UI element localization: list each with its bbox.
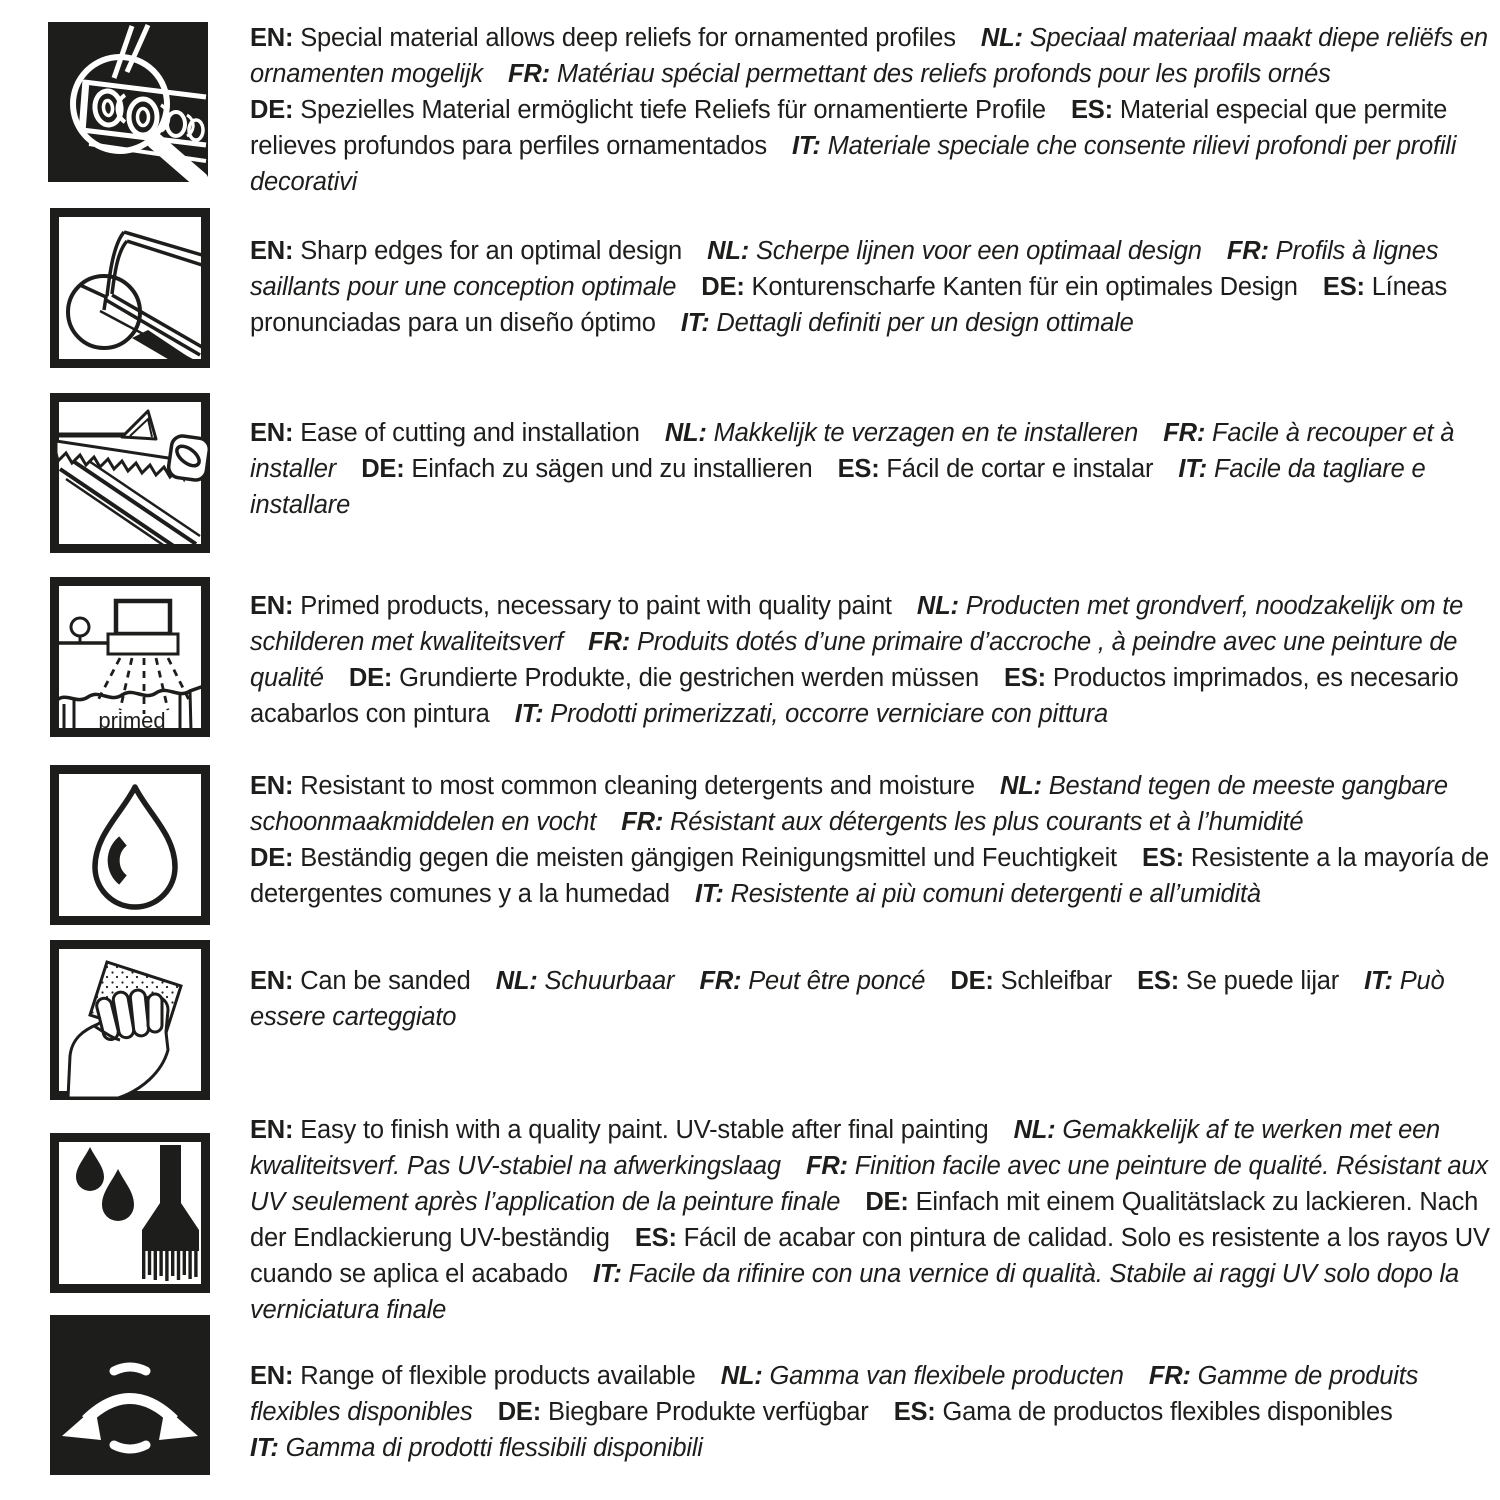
feature-text-8: [250, 1358, 1490, 1466]
lang-text: Può essere carteggiato: [250, 967, 1445, 1031]
lang-label: EN:: [250, 419, 294, 447]
paint-drops-brush-icon: [50, 1133, 210, 1293]
lang-label: NL:: [916, 592, 959, 620]
lang-label: IT:: [680, 309, 710, 337]
deep-relief-ornament-magnifier-icon: [48, 22, 208, 182]
feature-text-5: [250, 768, 1490, 912]
lang-label: DE:: [701, 273, 745, 301]
lang-text: Prodotti primerizzati, occorre verniciare con pittura: [550, 700, 1108, 728]
lang-label: FR:: [588, 628, 631, 656]
lang-text: Spezielles Material ermöglicht tiefe Reliefs für ornamentierte Profile: [300, 96, 1046, 124]
lang-label: DE:: [348, 664, 393, 692]
lang-text: Finition facile avec une peinture de qualité. Résistant aux UV seulement après l’application de la peinture finale: [250, 1152, 1488, 1216]
lang-label: NL:: [980, 24, 1023, 52]
lang-text: Dettagli definiti per un design ottimale: [716, 309, 1134, 337]
lang-text: Biegbare Produkte verfügbar: [547, 1398, 869, 1426]
lang-label: NL:: [1013, 1116, 1056, 1144]
lang-label: FR:: [1163, 419, 1206, 447]
feature-text-3: [250, 415, 1490, 523]
lang-text: Scherpe lijnen voor een optimaal design: [755, 237, 1202, 265]
lang-label: DE:: [250, 844, 294, 872]
lang-label: DE:: [497, 1398, 542, 1426]
lang-text: Produits dotés d’une primaire d’accroche , à peindre avec une peinture de qualité: [250, 628, 1458, 692]
lang-text: Gama de productos flexibles disponibles: [942, 1398, 1393, 1426]
lang-text: Fácil de acabar con pintura de calidad. Solo es resistente a los rayos UV cuando se aplica el acabado: [250, 1224, 1490, 1288]
lang-text: Easy to finish with a quality paint. UV-stable after final painting: [300, 1116, 989, 1144]
feature-text-7: [250, 1112, 1490, 1328]
lang-text: Peut être poncé: [748, 967, 926, 995]
lang-label: ES:: [893, 1398, 936, 1426]
lang-text: Résistant aux détergents les plus courants et à l’humidité: [670, 808, 1304, 836]
lang-label: EN:: [250, 24, 294, 52]
lang-label: IT:: [792, 132, 821, 160]
moisture-droplet-icon: [50, 765, 210, 925]
lang-text: Producten met grondverf, noodzakelijk om te schilderen met kwaliteitsverf: [250, 592, 1464, 656]
lang-text: Fácil de cortar e instalar: [886, 455, 1154, 483]
lang-label: ES:: [1322, 273, 1365, 301]
lang-text: Konturenscharfe Kanten für ein optimales Design: [751, 273, 1298, 301]
lang-label: IT:: [1364, 967, 1393, 995]
lang-label: EN:: [250, 1116, 294, 1144]
sanding-hand-icon: [50, 940, 210, 1100]
lang-label: NL:: [664, 419, 707, 447]
lang-text: Sharp edges for an optimal design: [300, 237, 683, 265]
lang-label: ES:: [634, 1224, 677, 1252]
lang-text: Facile da tagliare e installare: [250, 455, 1426, 519]
lang-label: ES:: [1071, 96, 1113, 124]
lang-text: Matériau spécial permettant des reliefs profonds pour les profils ornés: [556, 60, 1331, 88]
lang-label: ES:: [837, 455, 880, 483]
lang-text: Resistente ai più comuni detergenti e all’umidità: [730, 880, 1261, 908]
lang-label: EN:: [250, 237, 294, 265]
lang-text: Resistente a la mayoría de detergentes comunes y a la humedad: [250, 844, 1489, 908]
lang-text: Makkelijk te verzagen en te installeren: [713, 419, 1139, 447]
feature-text-1: [250, 20, 1490, 200]
primer-spray-icon: [50, 577, 210, 737]
lang-text: Gamme de produits flexibles disponibles: [250, 1362, 1419, 1426]
lang-text: Ease of cutting and installation: [300, 419, 640, 447]
lang-text: Facile à recouper et à installer: [250, 419, 1455, 483]
lang-label: IT:: [592, 1260, 622, 1288]
lang-label: NL:: [707, 237, 750, 265]
lang-text: Gemakkelijk af te werken met een kwaliteitsverf. Pas UV-stabiel na afwerkingslaag: [250, 1116, 1441, 1180]
lang-label: NL:: [720, 1362, 763, 1390]
lang-label: FR:: [699, 967, 742, 995]
lang-text: Einfach mit einem Qualitätslack zu lackieren. Nach der Endlackierung UV-beständig: [250, 1188, 1479, 1252]
lang-text: Range of flexible products available: [300, 1362, 696, 1390]
lang-label: FR:: [508, 60, 550, 88]
lang-label: DE:: [865, 1188, 909, 1216]
lang-text: Líneas pronunciadas para un diseño óptimo: [250, 273, 1448, 337]
lang-text: Special material allows deep reliefs for ornamented profiles: [300, 24, 956, 52]
lang-text: Productos imprimados, es necesario acabarlos con pintura: [250, 664, 1459, 728]
lang-text: Schleifbar: [1000, 967, 1112, 995]
lang-label: EN:: [250, 1362, 294, 1390]
lang-text: Material especial que permite relieves profundos para perfiles ornamentados: [250, 96, 1448, 160]
lang-text: Bestand tegen de meeste gangbare schoonmaakmiddelen en vocht: [250, 772, 1448, 836]
lang-label: FR:: [621, 808, 664, 836]
lang-text: Primed products, necessary to paint with quality paint: [300, 592, 892, 620]
lang-label: FR:: [1226, 237, 1269, 265]
lang-text: Resistant to most common cleaning detergents and moisture: [300, 772, 975, 800]
lang-label: DE:: [250, 96, 294, 124]
lang-label: FR:: [1148, 1362, 1191, 1390]
lang-text: Grundierte Produkte, die gestrichen werden müssen: [399, 664, 979, 692]
lang-text: Gamma van flexibele producten: [769, 1362, 1124, 1390]
lang-label: IT:: [1178, 455, 1208, 483]
feature-text-6: [250, 963, 1490, 1035]
lang-label: FR:: [805, 1152, 848, 1180]
lang-text: Beständig gegen die meisten gängigen Reinigungsmittel und Feuchtigkeit: [300, 844, 1117, 872]
lang-text: Schuurbaar: [544, 967, 675, 995]
lang-label: IT:: [695, 880, 724, 908]
lang-label: NL:: [495, 967, 538, 995]
feature-text-2: [250, 233, 1490, 341]
lang-label: DE:: [950, 967, 994, 995]
lang-label: ES:: [1004, 664, 1046, 692]
lang-label: IT:: [514, 700, 544, 728]
lang-label: ES:: [1137, 967, 1180, 995]
lang-label: NL:: [999, 772, 1042, 800]
flexible-bend-arrow-icon: [50, 1315, 210, 1475]
lang-label: EN:: [250, 592, 294, 620]
lang-text: Materiale speciale che consente rilievi profondi per profili decorativi: [250, 132, 1457, 196]
lang-text: Facile da rifinire con una vernice di qualità. Stabile ai raggi UV solo dopo la verniciatura finale: [250, 1260, 1459, 1324]
feature-text-4: [250, 588, 1490, 732]
lang-text: Profils à lignes saillants pour une conception optimale: [250, 237, 1439, 301]
lang-label: IT:: [250, 1434, 279, 1462]
sharp-edges-magnifier-icon: [50, 208, 210, 368]
lang-text: Speciaal materiaal maakt diepe reliëfs en ornamenten mogelijk: [250, 24, 1488, 88]
lang-text: Can be sanded: [300, 967, 471, 995]
lang-label: ES:: [1142, 844, 1184, 872]
lang-text: Einfach zu sägen und zu installieren: [411, 455, 813, 483]
saw-cutting-icon: [50, 393, 210, 553]
lang-label: EN:: [250, 967, 294, 995]
lang-text: Gamma di prodotti flessibili disponibili: [285, 1434, 703, 1462]
lang-label: EN:: [250, 772, 294, 800]
lang-text: Se puede lijar: [1185, 967, 1340, 995]
primed-label: primed: [98, 708, 166, 733]
lang-label: DE:: [361, 455, 405, 483]
